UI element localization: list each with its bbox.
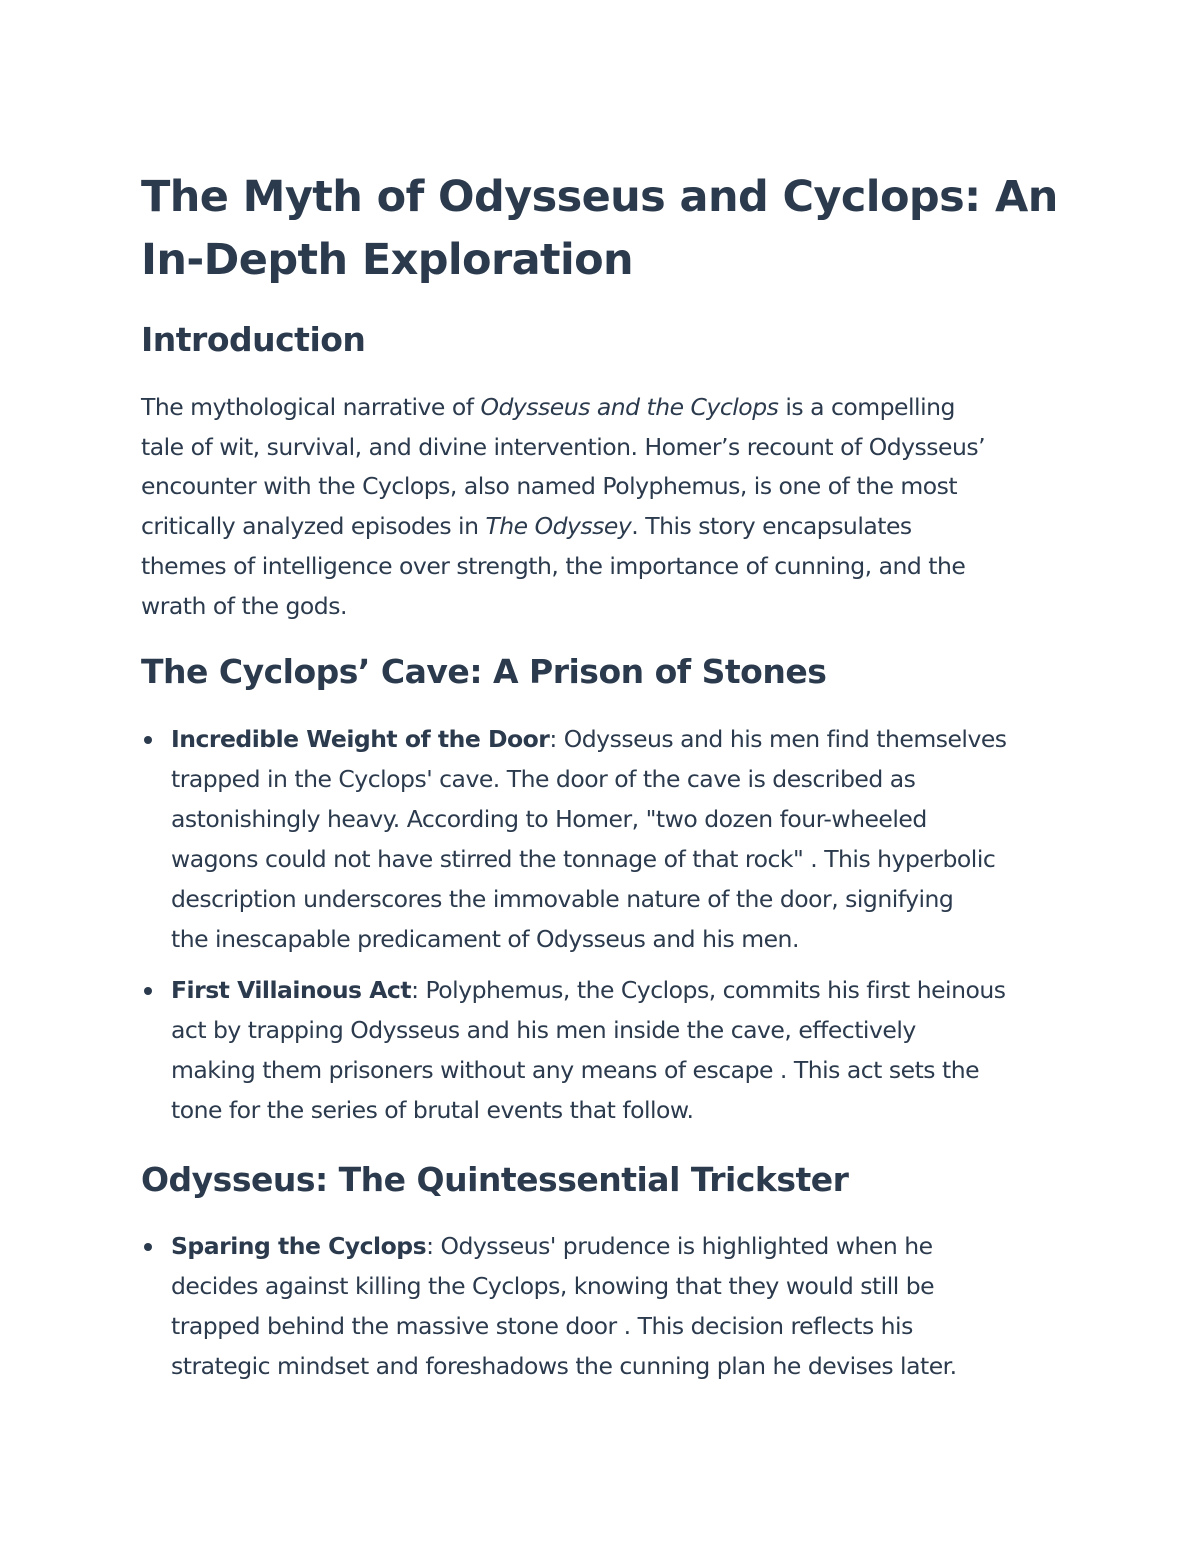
list-item-text: : Odysseus and his men find themselves xyxy=(549,725,1007,753)
intro-text: is a compelling xyxy=(778,393,955,421)
list-item-line xyxy=(171,1227,1061,1267)
list-item xyxy=(141,1227,1061,1387)
list-item-label: Incredible Weight of the Door xyxy=(171,725,550,753)
introduction-heading: Introduction xyxy=(141,320,366,359)
bullet-icon xyxy=(144,987,152,995)
list-item-line: astonishingly heavy. According to Homer, "two dozen four-wheeled xyxy=(171,804,927,833)
list-item-text: : Odysseus' prudence is highlighted when he xyxy=(426,1232,933,1260)
list-item-line: act by trapping Odysseus and his men inside the cave, effectively xyxy=(171,1016,916,1045)
intro-italic-title: Odysseus and the Cyclops xyxy=(480,393,779,421)
intro-text: critically analyzed episodes in xyxy=(141,512,486,541)
intro-italic-title: The Odyssey xyxy=(485,512,632,541)
list-item-line: wagons could not have stirred the tonnage of that rock" . This hyperbolic xyxy=(171,844,996,873)
intro-text: . This story encapsulates xyxy=(631,512,912,541)
introduction-paragraph xyxy=(141,388,1041,626)
intro-line: wrath of the gods. xyxy=(141,591,347,620)
list-item-line xyxy=(171,720,1061,760)
list-item xyxy=(141,971,1061,1131)
list-item-label: Sparing the Cyclops xyxy=(171,1232,427,1260)
list-item-line: the inescapable predicament of Odysseus and his men. xyxy=(171,924,799,953)
title-line-1: The Myth of Odysseus and Cyclops: An xyxy=(141,172,1058,222)
list-item-line: tone for the series of brutal events that follow. xyxy=(171,1096,694,1125)
cave-bullet-list xyxy=(141,720,1061,1143)
list-item-line: description underscores the immovable nature of the door, signifying xyxy=(171,884,954,913)
cave-section-heading: The Cyclops’ Cave: A Prison of Stones xyxy=(141,652,827,691)
list-item-line: decides against killing the Cyclops, knowing that they would still be xyxy=(171,1271,935,1300)
trickster-bullet-list xyxy=(141,1227,1061,1399)
list-item-label: First Villainous Act xyxy=(171,976,412,1005)
intro-line xyxy=(141,507,1041,547)
list-item-line: trapped in the Cyclops' cave. The door of the cave is described as xyxy=(171,764,916,793)
list-item-text: : Polyphemus, the Cyclops, commits his first heinous xyxy=(411,976,1006,1005)
trickster-section-heading: Odysseus: The Quintessential Trickster xyxy=(141,1160,849,1199)
list-item-line xyxy=(171,971,1061,1011)
list-item xyxy=(141,720,1061,959)
intro-line xyxy=(141,388,1041,428)
document-title xyxy=(141,166,1061,292)
list-item-line: strategic mindset and foreshadows the cunning plan he devises later. xyxy=(171,1351,957,1380)
list-item-line: trapped behind the massive stone door . This decision reflects his xyxy=(171,1311,913,1340)
list-item-line: making them prisoners without any means of escape . This act sets the xyxy=(171,1056,980,1085)
bullet-icon xyxy=(144,1243,152,1251)
intro-line: themes of intelligence over strength, the importance of cunning, and the xyxy=(141,551,966,580)
bullet-icon xyxy=(144,736,152,744)
title-line-2: In-Depth Exploration xyxy=(141,235,634,285)
intro-line: tale of wit, survival, and divine intervention. Homer’s recount of Odysseus’ xyxy=(141,432,986,461)
intro-text: The mythological narrative of xyxy=(141,393,481,421)
intro-line: encounter with the Cyclops, also named Polyphemus, is one of the most xyxy=(141,472,958,501)
